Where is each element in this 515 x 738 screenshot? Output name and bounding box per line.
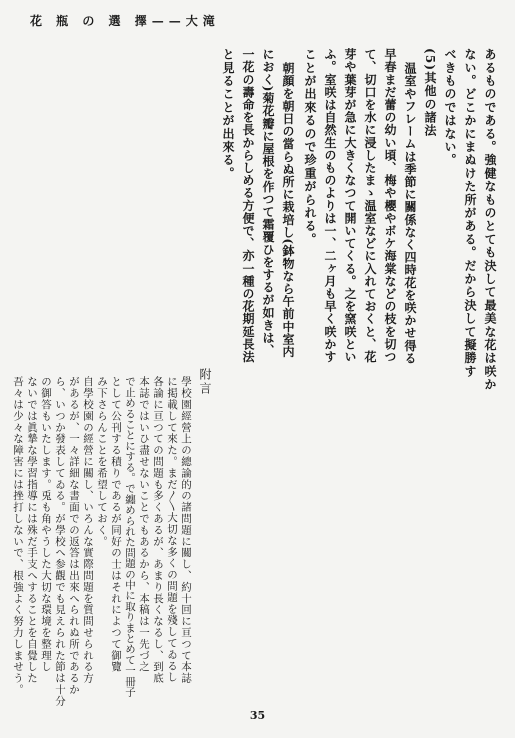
appendix-column: 自學校園の經營に關し、いろんな實際問題を質問せられる方 <box>82 376 94 684</box>
text-column: 温室やフレームは季節に關係なく四時花を咲かせ得る <box>403 62 417 365</box>
text-column: 一花の壽命を長からしめる方便で、亦一種の花期延長法 <box>241 48 255 363</box>
text-column: あるものである。強健なものとても決して最美な花は咲か <box>483 48 497 392</box>
text-column: 朝顔を朝日の當らぬ所に栽培し(鉢物なら午前中室内 <box>281 62 295 359</box>
appendix-column: に掲載して來た。まだ〳〵大切な多くの問題を殘してゐるし <box>166 376 178 683</box>
text-column: と見ることが出來る。 <box>221 48 235 180</box>
appendix-column: として公刊する積りであるが同好の士はそれによつて御覽 <box>110 376 122 673</box>
appendix-title: 附言 <box>198 368 212 396</box>
text-column: におく)菊花瓣に屋根を作つて霜覆ひをするが如きは、 <box>261 48 275 357</box>
text-column: ない。どこかにまぬけた所がある。だから決して擬勝す <box>463 48 477 378</box>
text-column: 芽や葉芽が急に大きくなつて開いてくる。之を窯咲とい <box>343 48 357 363</box>
page-number: 35 <box>249 709 266 722</box>
appendix-column: ないでは眞摯な學習指導には殊だ手支へすることを自覺した <box>26 376 38 684</box>
text-column: べきものではない。 <box>443 48 457 167</box>
appendix-column: があるが、一々詳細な書面での返答は出來へられぬ所であるか <box>68 376 80 696</box>
section-heading: (5)其他の諸法 <box>423 48 437 138</box>
appendix-column: で止めることにする。で纏められた問題の中に取りまとめて一冊子 <box>124 376 136 697</box>
text-column: ことが出來るので珍重がられる。 <box>303 48 317 246</box>
appendix-column: ら、いつか發表してゐる。が學校へ参觀でも見えられた節は十分 <box>54 376 66 707</box>
appendix-column: 本誌ではいひ盡せないことでもあるから、本稿は一先づ之 <box>138 376 150 673</box>
appendix-column: 學校園經營上の總論的の諸問題に關し、約十回に亘つて本誌 <box>180 376 192 684</box>
appendix-column: み下さらんことを希望しておく。 <box>96 376 108 547</box>
text-column: て、切口を水に浸したまゝ温室などに入れておくと、花 <box>363 48 377 363</box>
appendix-column: 各論に亘つての問題も多くあるが、あまり長くなるし、到底 <box>152 376 164 684</box>
running-header: 花 瓶 の 選 擇——大滝 <box>30 14 220 28</box>
appendix-column: 吾々は少々な障害には挫打しないで、根強よく努力しませう。 <box>12 376 24 696</box>
appendix-column: の御答もいたします。兎も角やうした大切な環境を整理し <box>40 376 52 673</box>
text-column: ふ。室咲は自然生のものよりは一、二ヶ月も早く咲かす <box>323 48 337 363</box>
text-column: 早春まだ蕾の幼い頃、梅や櫻やボケ海棠などの枝を切つ <box>383 48 397 363</box>
